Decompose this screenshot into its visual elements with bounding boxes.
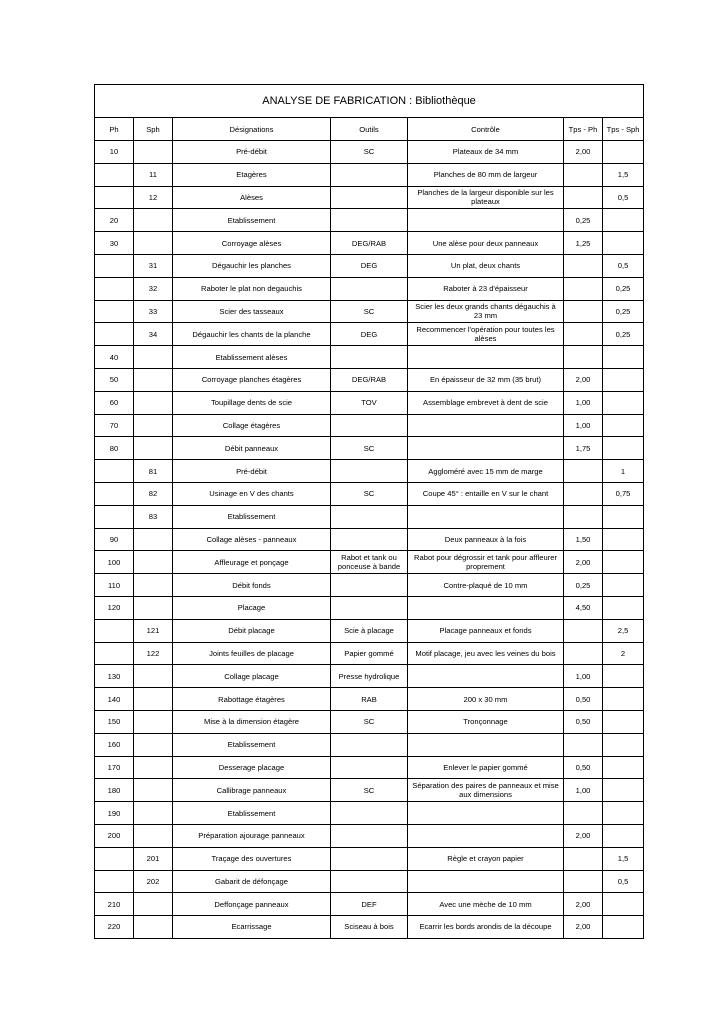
cell-controle: Coupe 45° : entaille en V sur le chant <box>408 482 564 505</box>
cell-ph: 10 <box>95 141 134 164</box>
cell-controle <box>408 802 564 825</box>
cell-tps-ph <box>564 300 603 323</box>
cell-controle <box>408 596 564 619</box>
cell-outils <box>331 277 408 300</box>
table-row <box>95 505 644 528</box>
cell-designation: Préparation ajourage panneaux <box>173 824 331 847</box>
cell-controle: Contre-plaqué de 10 mm <box>408 574 564 597</box>
cell-outils: Papier gommé <box>331 642 408 665</box>
cell-controle: Planches de 80 mm de largeur <box>408 163 564 186</box>
cell-outils <box>331 574 408 597</box>
cell-tps-sph: 0,5 <box>603 870 644 893</box>
header-controle: Contrôle <box>408 118 564 141</box>
header-tps-sph: Tps - Sph <box>603 118 644 141</box>
cell-controle: Tronçonnage <box>408 710 564 733</box>
cell-tps-ph: 2,00 <box>564 824 603 847</box>
table-row <box>95 916 644 939</box>
table-row <box>95 733 644 756</box>
table-row <box>95 141 644 164</box>
table-row <box>95 254 644 277</box>
cell-outils <box>331 756 408 779</box>
cell-outils: Sciseau à bois <box>331 916 408 939</box>
fabrication-analysis-sheet <box>94 84 643 939</box>
cell-tps-sph: 0,5 <box>603 186 644 209</box>
cell-tps-ph: 1,75 <box>564 437 603 460</box>
cell-ph: 110 <box>95 574 134 597</box>
cell-ph <box>95 186 134 209</box>
cell-designation: Dégauchir les chants de la planche <box>173 323 331 346</box>
cell-tps-sph <box>603 596 644 619</box>
cell-outils: DEG/RAB <box>331 232 408 255</box>
cell-outils: SC <box>331 710 408 733</box>
cell-ph <box>95 323 134 346</box>
cell-designation: Débit fonds <box>173 574 331 597</box>
table-row <box>95 186 644 209</box>
cell-outils: DEG/RAB <box>331 368 408 391</box>
cell-ph <box>95 847 134 870</box>
cell-tps-sph: 1,5 <box>603 163 644 186</box>
cell-outils: SC <box>331 141 408 164</box>
cell-tps-sph: 2,5 <box>603 619 644 642</box>
table-row <box>95 209 644 232</box>
cell-sph <box>134 391 173 414</box>
cell-controle: Aggloméré avec 15 mm de marge <box>408 460 564 483</box>
cell-controle: Une alèse pour deux panneaux <box>408 232 564 255</box>
cell-sph: 32 <box>134 277 173 300</box>
cell-ph: 140 <box>95 688 134 711</box>
cell-sph <box>134 414 173 437</box>
cell-sph <box>134 437 173 460</box>
cell-designation: Dégauchir les planches <box>173 254 331 277</box>
table-row <box>95 688 644 711</box>
fabrication-table <box>94 84 644 939</box>
table-row <box>95 482 644 505</box>
cell-sph <box>134 574 173 597</box>
cell-sph: 83 <box>134 505 173 528</box>
cell-outils <box>331 209 408 232</box>
cell-controle <box>408 733 564 756</box>
cell-outils <box>331 528 408 551</box>
cell-controle: Scier les deux grands chants dégauchis à 23 mm <box>408 300 564 323</box>
cell-ph <box>95 619 134 642</box>
table-row <box>95 847 644 870</box>
table-header-row <box>95 118 644 141</box>
cell-tps-ph <box>564 847 603 870</box>
cell-ph: 210 <box>95 893 134 916</box>
cell-tps-ph: 0,50 <box>564 756 603 779</box>
table-row <box>95 665 644 688</box>
cell-tps-sph <box>603 346 644 369</box>
table-row <box>95 574 644 597</box>
cell-outils <box>331 505 408 528</box>
cell-designation: Etagères <box>173 163 331 186</box>
cell-tps-ph <box>564 186 603 209</box>
cell-tps-sph <box>603 574 644 597</box>
cell-designation: Callibrage panneaux <box>173 779 331 802</box>
cell-tps-ph <box>564 870 603 893</box>
cell-designation: Collage alèses - panneaux <box>173 528 331 551</box>
cell-ph <box>95 482 134 505</box>
cell-sph: 34 <box>134 323 173 346</box>
cell-outils: DEF <box>331 893 408 916</box>
cell-sph: 201 <box>134 847 173 870</box>
cell-ph: 170 <box>95 756 134 779</box>
cell-outils: DEG <box>331 323 408 346</box>
table-row <box>95 710 644 733</box>
cell-outils <box>331 163 408 186</box>
table-row <box>95 346 644 369</box>
cell-ph <box>95 300 134 323</box>
cell-controle <box>408 346 564 369</box>
cell-designation: Usinage en V des chants <box>173 482 331 505</box>
cell-tps-ph <box>564 163 603 186</box>
table-row <box>95 870 644 893</box>
cell-designation: Etablissement <box>173 505 331 528</box>
cell-controle: Enlever le papier gommé <box>408 756 564 779</box>
cell-outils: SC <box>331 437 408 460</box>
cell-ph: 120 <box>95 596 134 619</box>
cell-sph: 11 <box>134 163 173 186</box>
cell-ph: 50 <box>95 368 134 391</box>
cell-designation: Pré-débit <box>173 460 331 483</box>
cell-sph <box>134 756 173 779</box>
cell-sph <box>134 733 173 756</box>
cell-tps-sph: 0,25 <box>603 300 644 323</box>
table-row <box>95 163 644 186</box>
table-row <box>95 437 644 460</box>
cell-tps-ph: 1,50 <box>564 528 603 551</box>
cell-outils <box>331 596 408 619</box>
cell-tps-sph <box>603 756 644 779</box>
cell-tps-ph <box>564 642 603 665</box>
table-row <box>95 756 644 779</box>
cell-tps-sph: 2 <box>603 642 644 665</box>
cell-designation: Corroyage planches étagères <box>173 368 331 391</box>
cell-tps-sph <box>603 710 644 733</box>
header-ph: Ph <box>95 118 134 141</box>
table-row <box>95 323 644 346</box>
cell-sph <box>134 916 173 939</box>
table-row <box>95 642 644 665</box>
cell-controle: Rabot pour dégrossir et tank pour affleurer proprement <box>408 551 564 574</box>
cell-outils <box>331 870 408 893</box>
cell-sph <box>134 209 173 232</box>
cell-sph <box>134 232 173 255</box>
cell-designation: Gabarit de défonçage <box>173 870 331 893</box>
cell-tps-sph <box>603 893 644 916</box>
table-row <box>95 277 644 300</box>
cell-sph: 33 <box>134 300 173 323</box>
cell-ph <box>95 460 134 483</box>
cell-controle: Avec une mèche de 10 mm <box>408 893 564 916</box>
cell-controle: En épaisseur de 32 mm (35 brut) <box>408 368 564 391</box>
cell-ph: 30 <box>95 232 134 255</box>
cell-ph: 20 <box>95 209 134 232</box>
cell-controle <box>408 824 564 847</box>
cell-controle: Séparation des paires de panneaux et mise aux dimensions <box>408 779 564 802</box>
cell-controle: 200 x 30 mm <box>408 688 564 711</box>
header-sph: Sph <box>134 118 173 141</box>
cell-designation: Pré-débit <box>173 141 331 164</box>
cell-ph <box>95 505 134 528</box>
cell-sph <box>134 893 173 916</box>
cell-controle: Deux panneaux à la fois <box>408 528 564 551</box>
cell-tps-sph <box>603 437 644 460</box>
cell-designation: Etablissement alèses <box>173 346 331 369</box>
cell-tps-ph: 0,25 <box>564 574 603 597</box>
cell-designation: Desserage placage <box>173 756 331 779</box>
cell-sph: 31 <box>134 254 173 277</box>
cell-tps-sph: 0,5 <box>603 254 644 277</box>
cell-tps-ph <box>564 254 603 277</box>
cell-tps-ph <box>564 733 603 756</box>
cell-outils <box>331 733 408 756</box>
cell-ph: 70 <box>95 414 134 437</box>
cell-tps-ph: 0,50 <box>564 710 603 733</box>
cell-sph <box>134 688 173 711</box>
table-row <box>95 232 644 255</box>
cell-outils: TOV <box>331 391 408 414</box>
cell-ph <box>95 642 134 665</box>
cell-controle: Assemblage embrevet à dent de scie <box>408 391 564 414</box>
cell-tps-sph <box>603 802 644 825</box>
header-tps-ph: Tps - Ph <box>564 118 603 141</box>
cell-controle: Plateaux de 34 mm <box>408 141 564 164</box>
table-row <box>95 551 644 574</box>
cell-tps-ph <box>564 802 603 825</box>
table-row <box>95 802 644 825</box>
cell-sph <box>134 824 173 847</box>
cell-designation: Toupillage dents de scie <box>173 391 331 414</box>
table-row <box>95 596 644 619</box>
cell-ph <box>95 870 134 893</box>
cell-designation: Collage étagères <box>173 414 331 437</box>
table-row <box>95 300 644 323</box>
cell-controle: Planches de la largeur disponible sur les plateaux <box>408 186 564 209</box>
cell-ph: 80 <box>95 437 134 460</box>
cell-tps-ph: 1,00 <box>564 779 603 802</box>
cell-sph <box>134 596 173 619</box>
cell-ph: 60 <box>95 391 134 414</box>
cell-ph <box>95 254 134 277</box>
cell-controle <box>408 437 564 460</box>
cell-tps-ph: 2,00 <box>564 368 603 391</box>
cell-sph: 81 <box>134 460 173 483</box>
cell-designation: Alèses <box>173 186 331 209</box>
table-row <box>95 368 644 391</box>
table-row <box>95 391 644 414</box>
cell-tps-ph: 1,00 <box>564 665 603 688</box>
cell-designation: Raboter le plat non degauchis <box>173 277 331 300</box>
cell-tps-ph <box>564 619 603 642</box>
cell-outils: SC <box>331 300 408 323</box>
table-row <box>95 779 644 802</box>
cell-outils <box>331 847 408 870</box>
cell-tps-ph <box>564 460 603 483</box>
cell-tps-sph <box>603 824 644 847</box>
cell-tps-sph <box>603 665 644 688</box>
cell-outils <box>331 414 408 437</box>
cell-controle <box>408 870 564 893</box>
cell-tps-ph: 2,00 <box>564 893 603 916</box>
cell-tps-sph: 0,25 <box>603 323 644 346</box>
cell-outils <box>331 824 408 847</box>
cell-ph: 150 <box>95 710 134 733</box>
cell-designation: Ecarrissage <box>173 916 331 939</box>
cell-sph: 12 <box>134 186 173 209</box>
cell-tps-sph: 1 <box>603 460 644 483</box>
cell-tps-sph <box>603 551 644 574</box>
cell-sph: 202 <box>134 870 173 893</box>
cell-tps-sph <box>603 209 644 232</box>
cell-tps-ph: 1,25 <box>564 232 603 255</box>
cell-ph: 40 <box>95 346 134 369</box>
cell-controle <box>408 665 564 688</box>
header-outils: Outils <box>331 118 408 141</box>
cell-outils: SC <box>331 779 408 802</box>
cell-designation: Etablissement <box>173 209 331 232</box>
cell-ph: 220 <box>95 916 134 939</box>
cell-controle <box>408 209 564 232</box>
table-body <box>95 141 644 939</box>
cell-tps-sph <box>603 232 644 255</box>
cell-tps-sph: 0,75 <box>603 482 644 505</box>
table-row <box>95 619 644 642</box>
cell-tps-ph: 4,50 <box>564 596 603 619</box>
cell-sph <box>134 802 173 825</box>
cell-tps-sph <box>603 505 644 528</box>
cell-tps-ph: 2,00 <box>564 551 603 574</box>
cell-ph: 100 <box>95 551 134 574</box>
cell-sph: 82 <box>134 482 173 505</box>
cell-controle: Recommencer l'opération pour toutes les alèses <box>408 323 564 346</box>
cell-outils <box>331 186 408 209</box>
cell-sph <box>134 710 173 733</box>
cell-controle: Règle et crayon papier <box>408 847 564 870</box>
cell-designation: Rabottage étagères <box>173 688 331 711</box>
cell-ph <box>95 163 134 186</box>
cell-designation: Traçage des ouvertures <box>173 847 331 870</box>
cell-ph: 160 <box>95 733 134 756</box>
cell-tps-sph <box>603 688 644 711</box>
cell-designation: Placage <box>173 596 331 619</box>
cell-designation: Débit placage <box>173 619 331 642</box>
cell-tps-ph: 0,50 <box>564 688 603 711</box>
cell-outils: Scie à placage <box>331 619 408 642</box>
cell-tps-sph: 0,25 <box>603 277 644 300</box>
cell-designation: Joints feuilles de placage <box>173 642 331 665</box>
table-row <box>95 824 644 847</box>
cell-tps-ph <box>564 505 603 528</box>
cell-designation: Etablissement <box>173 733 331 756</box>
cell-designation: Affleurage et ponçage <box>173 551 331 574</box>
table-row <box>95 528 644 551</box>
cell-controle: Ecarrir les bords arondis de la découpe <box>408 916 564 939</box>
cell-sph <box>134 665 173 688</box>
cell-outils: SC <box>331 482 408 505</box>
cell-sph <box>134 368 173 391</box>
cell-ph: 200 <box>95 824 134 847</box>
table-row <box>95 460 644 483</box>
cell-designation: Etablissement <box>173 802 331 825</box>
cell-sph <box>134 346 173 369</box>
cell-ph: 190 <box>95 802 134 825</box>
page-title: ANALYSE DE FABRICATION : Bibliothèque <box>95 85 644 118</box>
cell-tps-ph: 0,25 <box>564 209 603 232</box>
cell-outils: RAB <box>331 688 408 711</box>
cell-controle: Raboter à 23 d'épaisseur <box>408 277 564 300</box>
cell-tps-ph <box>564 346 603 369</box>
cell-sph <box>134 528 173 551</box>
cell-designation: Deffonçage panneaux <box>173 893 331 916</box>
cell-outils: DEG <box>331 254 408 277</box>
cell-sph <box>134 779 173 802</box>
cell-tps-ph: 2,00 <box>564 141 603 164</box>
cell-tps-sph <box>603 733 644 756</box>
cell-sph <box>134 551 173 574</box>
cell-tps-sph <box>603 391 644 414</box>
cell-outils <box>331 460 408 483</box>
table-row <box>95 893 644 916</box>
cell-sph: 121 <box>134 619 173 642</box>
cell-designation: Mise à la dimension étagère <box>173 710 331 733</box>
cell-designation: Scier des tasseaux <box>173 300 331 323</box>
cell-tps-ph: 1,00 <box>564 414 603 437</box>
cell-tps-sph: 1,5 <box>603 847 644 870</box>
cell-designation: Corroyage alèses <box>173 232 331 255</box>
cell-tps-ph <box>564 277 603 300</box>
header-designations: Désignations <box>173 118 331 141</box>
cell-tps-ph: 2,00 <box>564 916 603 939</box>
cell-controle <box>408 505 564 528</box>
cell-controle: Placage panneaux et fonds <box>408 619 564 642</box>
cell-ph <box>95 277 134 300</box>
cell-controle <box>408 414 564 437</box>
cell-outils: Presse hydrolique <box>331 665 408 688</box>
cell-ph: 90 <box>95 528 134 551</box>
cell-ph: 180 <box>95 779 134 802</box>
cell-sph <box>134 141 173 164</box>
cell-designation: Collage placage <box>173 665 331 688</box>
cell-tps-ph <box>564 482 603 505</box>
cell-controle: Motif placage, jeu avec les veines du bois <box>408 642 564 665</box>
cell-designation: Débit panneaux <box>173 437 331 460</box>
cell-tps-sph <box>603 414 644 437</box>
cell-tps-sph <box>603 779 644 802</box>
cell-tps-sph <box>603 528 644 551</box>
cell-tps-sph <box>603 916 644 939</box>
cell-ph: 130 <box>95 665 134 688</box>
table-row <box>95 414 644 437</box>
cell-tps-ph: 1,00 <box>564 391 603 414</box>
cell-sph: 122 <box>134 642 173 665</box>
cell-controle: Un plat, deux chants <box>408 254 564 277</box>
cell-outils <box>331 346 408 369</box>
cell-outils: Rabot et tank ou ponceuse à bande <box>331 551 408 574</box>
cell-tps-sph <box>603 368 644 391</box>
cell-outils <box>331 802 408 825</box>
cell-tps-sph <box>603 141 644 164</box>
cell-tps-ph <box>564 323 603 346</box>
